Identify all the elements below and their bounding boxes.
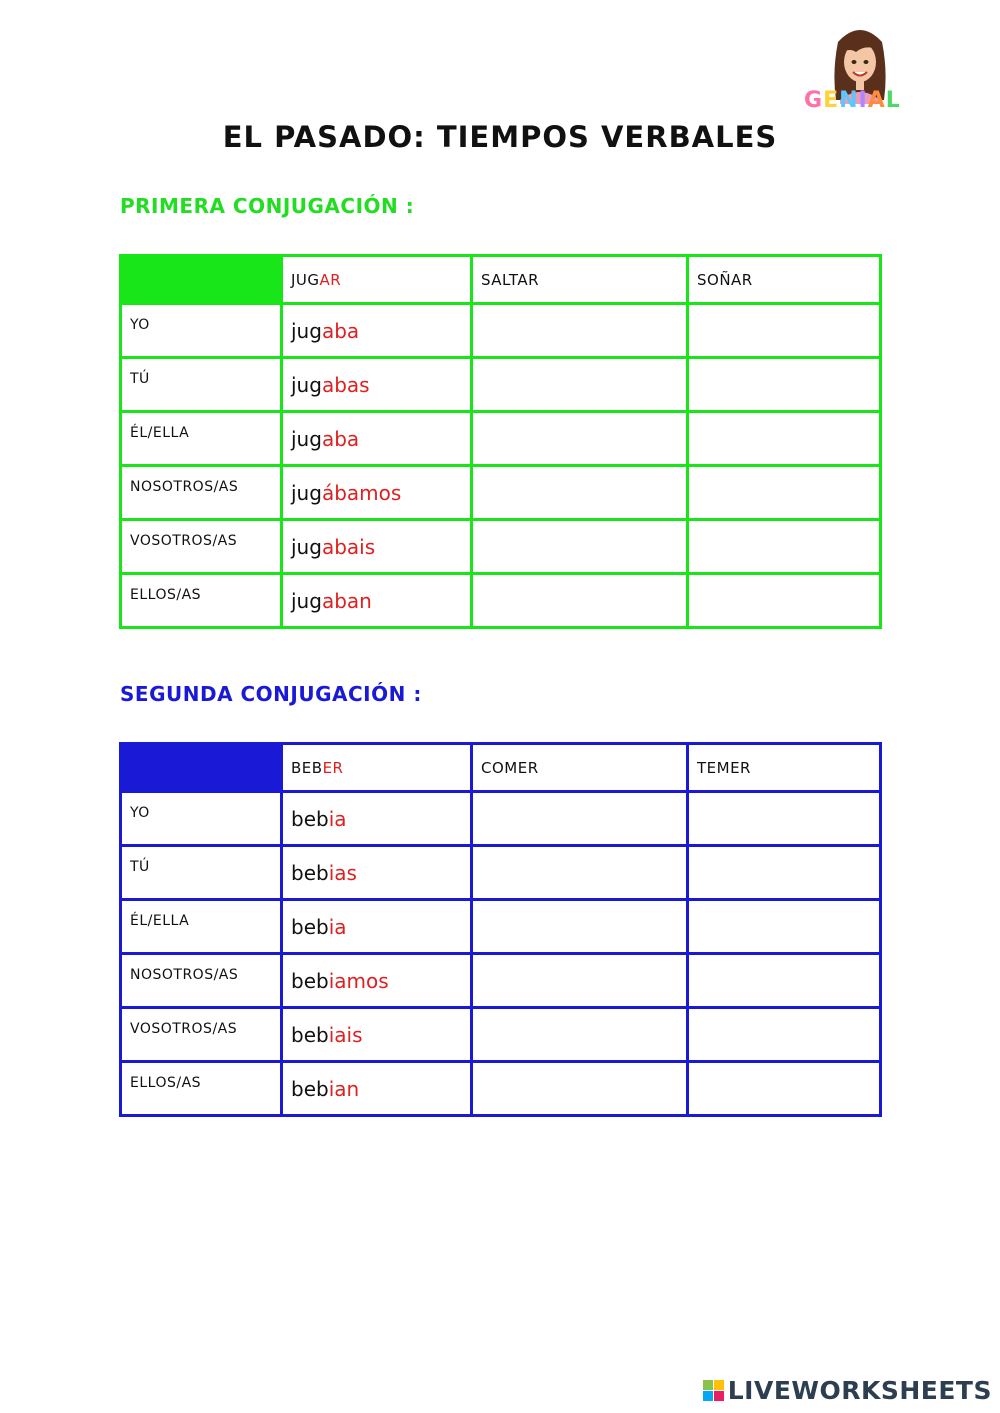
pronoun-cell: NOSOTROS/AS (121, 466, 282, 520)
answer-cell-comer[interactable] (472, 846, 688, 900)
example-cell (282, 1062, 472, 1116)
liveworksheets-brand: LIVEWORKSHEETS (727, 1375, 992, 1405)
table-row (121, 520, 881, 574)
genial-letter: N (839, 88, 859, 113)
answer-cell-saltar[interactable] (472, 412, 688, 466)
pronoun-cell: NOSOTROS/AS (121, 954, 282, 1008)
ending: ia (328, 914, 347, 939)
section-heading-segunda: SEGUNDA CONJUGACIÓN : (120, 682, 422, 706)
pronoun-cell: ELLOS/AS (121, 574, 282, 628)
pronoun-cell: ÉL/ELLA (121, 900, 282, 954)
answer-cell-comer[interactable] (472, 792, 688, 846)
genial-letter: G (804, 88, 824, 113)
table-header-row (121, 256, 881, 304)
verb-stem: JUG (291, 270, 320, 289)
example-cell (282, 954, 472, 1008)
genial-letter: A (867, 88, 886, 113)
table-row (121, 466, 881, 520)
genial-logo-text (804, 88, 901, 113)
genial-letter: I (858, 88, 868, 113)
example-cell (282, 1008, 472, 1062)
stem: beb (291, 914, 329, 939)
example-cell (282, 900, 472, 954)
stem: beb (291, 860, 329, 885)
answer-cell-comer[interactable] (472, 1062, 688, 1116)
pronoun-cell: ÉL/ELLA (121, 412, 282, 466)
table-row (121, 412, 881, 466)
answer-cell-sonar[interactable] (688, 412, 881, 466)
ending: iamos (328, 968, 389, 993)
pronoun-cell: TÚ (121, 358, 282, 412)
table-row (121, 1062, 881, 1116)
ending: abais (321, 534, 376, 559)
table-row (121, 304, 881, 358)
stem: jug (291, 588, 322, 613)
liveworksheets-mark-icon (703, 1380, 724, 1401)
answer-cell-saltar[interactable] (472, 304, 688, 358)
stem: beb (291, 968, 329, 993)
conjugation-table-segunda (119, 742, 882, 1117)
ending: aba (321, 426, 360, 451)
genial-letter: E (823, 88, 840, 113)
answer-cell-saltar[interactable] (472, 574, 688, 628)
answer-cell-sonar[interactable] (688, 574, 881, 628)
example-cell (282, 792, 472, 846)
verb-ending: AR (319, 270, 342, 289)
example-cell (282, 358, 472, 412)
ending: aba (321, 318, 360, 343)
answer-cell-comer[interactable] (472, 1008, 688, 1062)
answer-cell-temer[interactable] (688, 900, 881, 954)
pronoun-cell: VOSOTROS/AS (121, 520, 282, 574)
answer-cell-sonar[interactable] (688, 520, 881, 574)
example-cell (282, 466, 472, 520)
stem: jug (291, 534, 322, 559)
answer-cell-sonar[interactable] (688, 466, 881, 520)
answer-cell-temer[interactable] (688, 792, 881, 846)
example-cell (282, 574, 472, 628)
stem: beb (291, 1076, 329, 1101)
liveworksheets-logo (703, 1375, 992, 1405)
table-row (121, 954, 881, 1008)
table-row (121, 574, 881, 628)
header-verb-saltar: SALTAR (472, 256, 688, 304)
answer-cell-temer[interactable] (688, 1008, 881, 1062)
table-row (121, 1008, 881, 1062)
header-verb-beber (282, 744, 472, 792)
ending: ábamos (321, 480, 402, 505)
answer-cell-temer[interactable] (688, 1062, 881, 1116)
stem: jug (291, 318, 322, 343)
ending: ias (328, 860, 357, 885)
answer-cell-saltar[interactable] (472, 466, 688, 520)
verb-ending: ER (322, 758, 344, 777)
table-header-row (121, 744, 881, 792)
example-cell (282, 846, 472, 900)
ending: iais (328, 1022, 363, 1047)
ending: abas (321, 372, 370, 397)
stem: jug (291, 426, 322, 451)
table-row (121, 792, 881, 846)
stem: beb (291, 806, 329, 831)
answer-cell-sonar[interactable] (688, 304, 881, 358)
answer-cell-sonar[interactable] (688, 358, 881, 412)
verb-stem: BEB (291, 758, 323, 777)
answer-cell-saltar[interactable] (472, 520, 688, 574)
pronoun-cell: ELLOS/AS (121, 1062, 282, 1116)
stem: beb (291, 1022, 329, 1047)
answer-cell-saltar[interactable] (472, 358, 688, 412)
section-heading-primera: PRIMERA CONJUGACIÓN : (120, 194, 415, 218)
conjugation-table-primera (119, 254, 882, 629)
table-row (121, 900, 881, 954)
header-verb-jugar (282, 256, 472, 304)
header-verb-comer: COMER (472, 744, 688, 792)
stem: jug (291, 480, 322, 505)
stem: jug (291, 372, 322, 397)
ending: ian (328, 1076, 360, 1101)
corner-cell (121, 744, 282, 792)
page-title: EL PASADO: TIEMPOS VERBALES (222, 120, 778, 154)
genial-letter: L (885, 88, 901, 113)
corner-cell (121, 256, 282, 304)
ending: aban (321, 588, 372, 613)
answer-cell-temer[interactable] (688, 954, 881, 1008)
answer-cell-comer[interactable] (472, 954, 688, 1008)
example-cell (282, 520, 472, 574)
pronoun-cell: VOSOTROS/AS (121, 1008, 282, 1062)
pronoun-cell: YO (121, 792, 282, 846)
example-cell (282, 304, 472, 358)
answer-cell-comer[interactable] (472, 900, 688, 954)
pronoun-cell: YO (121, 304, 282, 358)
header-verb-sonar: SOÑAR (688, 256, 881, 304)
header-verb-temer: TEMER (688, 744, 881, 792)
genial-avatar-logo (804, 22, 912, 122)
answer-cell-temer[interactable] (688, 846, 881, 900)
example-cell (282, 412, 472, 466)
pronoun-cell: TÚ (121, 846, 282, 900)
table-row (121, 358, 881, 412)
ending: ia (328, 806, 347, 831)
table-row (121, 846, 881, 900)
